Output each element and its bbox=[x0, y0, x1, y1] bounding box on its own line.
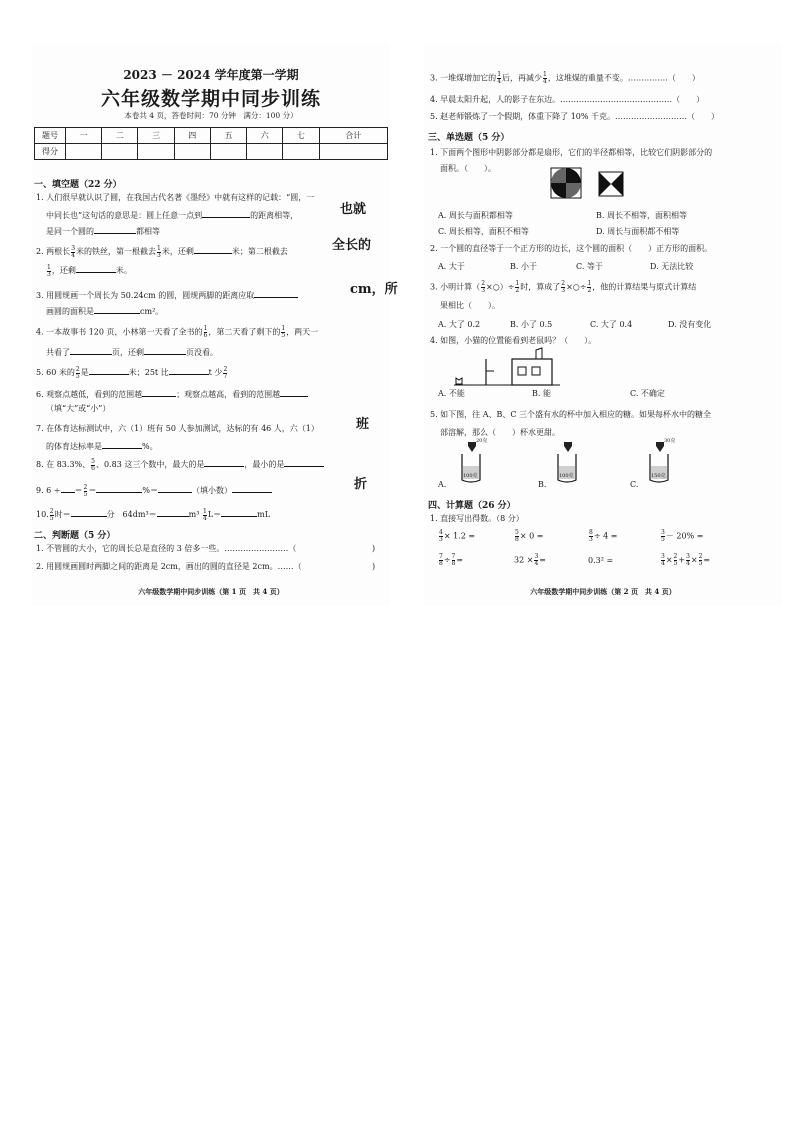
fill-q1-text-a: 中同长也”这句话的意思是：圆上任意一点到 bbox=[46, 211, 203, 220]
choice-q4-option-c[interactable]: C. 不确定 bbox=[630, 389, 665, 398]
frac-den: 4 bbox=[534, 560, 539, 567]
calc-item-6-text-b: = bbox=[539, 555, 546, 565]
fill-q9-blank-4[interactable] bbox=[232, 484, 272, 493]
frac-den: 4 bbox=[71, 251, 76, 259]
fill-q2-line2 bbox=[46, 264, 132, 278]
fill-q4-text-3: ，两天一 bbox=[286, 327, 319, 337]
choice-q3-option-a[interactable]: A. 大了 0.2 bbox=[438, 320, 481, 329]
fill-q2-line1 bbox=[36, 245, 288, 259]
score-cell-2: 二 bbox=[102, 128, 138, 144]
score-input-7[interactable] bbox=[283, 144, 319, 160]
fill-q6-blank-1[interactable] bbox=[142, 388, 176, 397]
choice-q3-text-3: 时，算成了 bbox=[520, 282, 561, 292]
fill-q5-text-1: 5. 60 米的 bbox=[36, 368, 75, 377]
section-calc-heading: 四、计算题（26 分） bbox=[428, 501, 516, 511]
section-judge-heading: 二、判断题（5 分） bbox=[34, 531, 116, 541]
exam-page-2 bbox=[424, 44, 782, 606]
frac-den: 4 bbox=[661, 560, 665, 567]
score-table-header-row bbox=[35, 128, 388, 144]
page-title: 六年级数学期中同步训练 bbox=[100, 88, 321, 110]
fill-q8-blank-2[interactable] bbox=[284, 458, 324, 467]
fraction-one-sixth bbox=[204, 326, 208, 339]
fill-q3-text-2: 画圆的面积是 bbox=[46, 307, 94, 316]
judge-q2-close: ) bbox=[372, 562, 376, 571]
section-choice-heading: 三、单选题（5 分） bbox=[428, 133, 510, 143]
score-input-1[interactable] bbox=[66, 144, 102, 160]
score-cell-label: 题号 bbox=[35, 128, 66, 144]
choice-q3-option-c[interactable]: C. 大了 0.4 bbox=[590, 320, 633, 329]
fill-q1-blank-2[interactable] bbox=[94, 225, 136, 234]
sugar-spoon bbox=[564, 442, 572, 452]
fraction-two-thirds bbox=[481, 281, 485, 294]
fill-q2-text-3: 米，还剩 bbox=[161, 247, 194, 256]
fraction-one-fifth bbox=[281, 326, 285, 339]
judge-q4: 4. 早晨太阳升起，人的影子在东边。……………………………………（ ） bbox=[430, 95, 705, 104]
choice-q2-option-c[interactable]: C. 等于 bbox=[576, 262, 603, 271]
judge-q3-text-b: 后，再减少 bbox=[502, 73, 543, 83]
choice-q1-line1: 1. 下面两个图形中阴影部分都是扇形，它们的半径都相等，比较它们阴影部分的 bbox=[430, 148, 713, 157]
fraction-one-quarter-2 bbox=[497, 72, 501, 85]
frac-num: 8 bbox=[589, 529, 593, 536]
choice-q1-option-c[interactable]: C. 周长相等，面积不相等 bbox=[438, 227, 529, 236]
fill-q5-text-3: 米；25t 比 bbox=[128, 368, 169, 377]
fill-q3-text-1: 3. 用圆规画一个周长为 50.24cm 的圆，圆规两脚的距离应取 bbox=[36, 291, 255, 300]
score-input-5[interactable] bbox=[210, 144, 246, 160]
sugar-spoon bbox=[656, 442, 664, 452]
shaded-sectors-figure-1 bbox=[550, 167, 582, 199]
frac-num: 1 bbox=[47, 263, 51, 271]
fraction-one-third bbox=[157, 246, 161, 259]
calc-item-5: $\frac{7}{8}$ ÷ $\frac{7}{8}$ = bbox=[439, 553, 464, 567]
footer-page-1: 六年级数学期中同步训练（第 1 页 共 4 页） bbox=[138, 587, 284, 596]
frac-num: 1 bbox=[515, 280, 520, 287]
frac-num: 2 bbox=[561, 280, 566, 287]
choice-q5-option-c[interactable]: C. bbox=[630, 480, 639, 489]
frac-num: 7 bbox=[451, 553, 456, 560]
fill-q7-text-1: 的体育达标率是 bbox=[46, 442, 102, 451]
sugar-spoon bbox=[468, 442, 476, 452]
frac-den: 3 bbox=[481, 287, 486, 294]
frac-den: 6 bbox=[91, 464, 95, 472]
frac-num: 3 bbox=[534, 553, 539, 560]
frac-num: 1 bbox=[203, 325, 208, 332]
fill-q2-text-5: ，还剩 bbox=[51, 266, 76, 275]
calc-item-3 bbox=[588, 530, 617, 543]
fraction-two-fifths-2 bbox=[84, 485, 88, 498]
fraction-two-sevenths bbox=[223, 367, 227, 380]
fill-q9-blank-3[interactable] bbox=[158, 484, 192, 493]
fraction-two-fifths bbox=[76, 367, 80, 380]
frac-den: 3 bbox=[439, 536, 443, 543]
choice-q3-option-d[interactable]: D. 没有变化 bbox=[668, 320, 712, 329]
fill-q4-text-6: 页没看。 bbox=[186, 348, 218, 357]
frac-den: 3 bbox=[561, 287, 566, 294]
fill-q10-text-4: m³ bbox=[188, 510, 200, 519]
choice-q2-option-d[interactable]: D. 无法比较 bbox=[650, 262, 694, 271]
fraction-seven-eighths-b bbox=[452, 554, 456, 567]
fill-q3-blank-2[interactable] bbox=[94, 305, 140, 314]
exam-info: 本卷共 4 页，答卷时间：70 分钟 满分：100 分） bbox=[124, 111, 298, 120]
frac-num: 1 bbox=[203, 507, 207, 515]
calc-subheading: 1. 直接写出得数。（8 分） bbox=[430, 514, 524, 523]
judge-q3-text-c: ，这堆煤的重量不变。……………（ ） bbox=[547, 73, 700, 83]
calc-item-6-text-a: 32 × bbox=[514, 555, 534, 565]
cup-2-water-label: 100克 bbox=[559, 473, 574, 479]
fill-q9-text-2: ＝ bbox=[74, 486, 83, 495]
fill-q4-text-4: 共看了 bbox=[46, 348, 70, 357]
choice-q3-text-2: ×○）÷ bbox=[486, 282, 515, 292]
frac-den: 4 bbox=[686, 560, 690, 567]
frac-den: 5 bbox=[75, 372, 80, 380]
fraction-three-quarters-4 bbox=[686, 554, 690, 567]
cup-1-water-label: 100克 bbox=[463, 473, 478, 479]
score-input-4[interactable] bbox=[174, 144, 210, 160]
fill-q9-text-4: %＝ bbox=[142, 486, 158, 495]
calc-item-4-text: － 20% = bbox=[665, 531, 704, 541]
calc-item-2-text: × 0 = bbox=[519, 531, 544, 541]
choice-q5-line2: 部溶解，那么（ ）杯水更甜。 bbox=[440, 428, 560, 437]
fill-q1-line2 bbox=[46, 209, 298, 221]
section-fill-heading: 一、填空题（22 分） bbox=[34, 180, 122, 190]
choice-q1-option-a[interactable]: A. 周长与面积都相等 bbox=[438, 211, 513, 220]
score-cell-total: 合计 bbox=[319, 128, 387, 144]
fill-q7-blank-1[interactable] bbox=[102, 440, 142, 449]
fraction-two-fifths-3 bbox=[50, 509, 54, 522]
fill-q3-blank-1[interactable] bbox=[254, 289, 298, 298]
frac-den: 8 bbox=[439, 560, 443, 567]
score-table bbox=[34, 127, 388, 160]
choice-q1-option-d[interactable]: D. 周长与面积都不相等 bbox=[596, 227, 680, 236]
frac-num: 2 bbox=[481, 280, 486, 287]
frac-num: 4 bbox=[439, 529, 443, 536]
exam-page-1 bbox=[32, 44, 398, 606]
choice-q1-line2: 面积。（ ）。 bbox=[440, 164, 496, 173]
choice-q5-option-a[interactable]: A. bbox=[438, 480, 447, 489]
cup-3-water-label: 150克 bbox=[651, 473, 666, 479]
fill-q6-line2: （填“大”或“小”） bbox=[46, 404, 111, 413]
fill-q9-blank-2[interactable] bbox=[96, 484, 142, 493]
frac-den: 5 bbox=[281, 332, 286, 339]
fill-q10-text-2: 时＝ bbox=[54, 510, 71, 519]
fill-q10-blank-3[interactable] bbox=[221, 508, 257, 517]
fill-q8-text-1: 8. 在 83.3%、 bbox=[36, 460, 91, 469]
choice-q4-option-a[interactable]: A. 不能 bbox=[438, 389, 465, 398]
fraction-one-quarter-3 bbox=[543, 72, 547, 85]
frac-num: 2 bbox=[698, 553, 703, 560]
frac-num: 1 bbox=[543, 71, 547, 78]
frac-den: 7 bbox=[223, 372, 228, 380]
score-cell-4: 四 bbox=[174, 128, 210, 144]
fill-q8-text-3: ，最小的是 bbox=[244, 460, 285, 469]
fraction-one-third-2 bbox=[47, 265, 51, 278]
fill-q4-blank-2[interactable] bbox=[144, 346, 186, 355]
frac-den: 4 bbox=[543, 78, 547, 85]
fill-q2-blank-2[interactable] bbox=[76, 264, 116, 273]
choice-q3-line1 bbox=[430, 281, 696, 294]
frac-den: 8 bbox=[451, 560, 456, 567]
frac-den: 8 bbox=[515, 536, 519, 543]
frac-den: 5 bbox=[698, 560, 703, 567]
choice-q3-line2: 果相比（ ）。 bbox=[440, 301, 500, 310]
fill-q9-text-1: 9. 6 ÷ bbox=[36, 486, 61, 495]
fill-q10-line bbox=[36, 508, 270, 522]
fraction-three-quarters-2 bbox=[534, 554, 538, 567]
fill-q1-line1: 1. 人们很早就认识了圆，在我国古代名著《墨经》中就有这样的记载：“圆，一 bbox=[36, 193, 315, 202]
choice-q5-line1: 5. 如下图，往 A、B、C 三个盛有水的杯中加入相应的糖。如果每杯水中的糖全 bbox=[430, 410, 712, 419]
choice-q2: 2. 一个圆的直径等于一个正方形的边长，这个圆的面积（ ）正方形的面积。 bbox=[430, 244, 713, 253]
frac-den: 4 bbox=[203, 514, 207, 522]
calc-item-3-text: ÷ 4 = bbox=[593, 531, 618, 541]
fill-q5-text-2: 是 bbox=[80, 368, 89, 377]
judge-q3 bbox=[430, 72, 700, 85]
fraction-four-thirds bbox=[439, 530, 443, 543]
judge-q2: 2. 用圆规画圆时两脚之间的距离是 2cm，画出的圆的直径是 2cm。……（ bbox=[36, 562, 302, 571]
frac-num: 5 bbox=[515, 529, 519, 536]
fill-q9-line bbox=[36, 484, 272, 498]
fill-q2-text-4: 米；第二根截去 bbox=[231, 247, 288, 256]
fill-q2-text-6: 米。 bbox=[115, 266, 132, 275]
fill-q6-text-2: ；观察点越高，看到的范围越 bbox=[176, 390, 281, 399]
frac-den: 3 bbox=[47, 270, 51, 278]
judge-q1-close: ) bbox=[372, 544, 376, 553]
fill-q9-text-3: ＝ bbox=[88, 486, 97, 495]
frac-num: 2 bbox=[75, 365, 80, 373]
frac-num: 1 bbox=[157, 244, 161, 252]
score-table-score-row bbox=[35, 144, 388, 160]
fill-q1-blank-1[interactable] bbox=[202, 209, 250, 218]
fill-q4-line1 bbox=[36, 326, 318, 339]
school-year: 2023 － 2024 学年度第一学期 bbox=[123, 68, 299, 82]
score-input-total[interactable] bbox=[319, 144, 387, 160]
fill-q3-line1 bbox=[36, 289, 298, 301]
calc-item-5-text: = bbox=[456, 555, 464, 565]
choice-q2-option-b[interactable]: B. 小于 bbox=[510, 262, 537, 271]
calc-item-1-text: × 1.2 = bbox=[443, 531, 476, 541]
calc-item-8-text: = bbox=[703, 555, 711, 565]
fill-q10-blank-1[interactable] bbox=[71, 508, 107, 517]
fill-q1-tail: 也就 bbox=[340, 202, 367, 217]
calc-item-4 bbox=[660, 530, 703, 543]
frac-den: 3 bbox=[157, 251, 161, 259]
calc-item-7: 0.3² = bbox=[588, 556, 614, 565]
fill-q4-text-5: 页，还剩 bbox=[112, 348, 144, 357]
fill-q7-text-2: %。 bbox=[142, 442, 158, 451]
fraction-one-half-2 bbox=[587, 281, 591, 294]
choice-q1-option-b[interactable]: B. 周长不相等，面积相等 bbox=[596, 211, 687, 220]
fraction-eight-thirds bbox=[589, 530, 593, 543]
fill-q10-text-3: 分 64dm³＝ bbox=[106, 510, 157, 519]
frac-num: 2 bbox=[49, 507, 54, 515]
footer-page-2: 六年级数学期中同步训练（第 2 页 共 4 页） bbox=[530, 587, 676, 596]
fill-q2-text-1: 2. 两根长 bbox=[36, 247, 71, 256]
calc-item-2 bbox=[514, 530, 543, 543]
fill-q6-blank-2[interactable] bbox=[280, 388, 308, 397]
frac-den: 4 bbox=[497, 78, 502, 85]
frac-num: 1 bbox=[587, 280, 592, 287]
fraction-seven-eighths bbox=[439, 554, 443, 567]
calc-item-8: $\frac{3}{4}$ × $\frac{2}{5}$ + $\frac{3}{4}$ × $\frac{2}{5}$ = bbox=[661, 553, 711, 567]
fill-q7-line1: 7. 在体育达标测试中，六（1）班有 50 人参加测试，达标的有 46 人，六（1） bbox=[36, 424, 319, 433]
frac-num: 2 bbox=[673, 553, 678, 560]
calc-item-6 bbox=[514, 554, 546, 567]
choice-q3-option-b[interactable]: B. 小了 0.5 bbox=[510, 320, 553, 329]
frac-den: 6 bbox=[203, 332, 208, 339]
fill-q9-blank-1[interactable] bbox=[61, 484, 75, 493]
cat-house-mouse-figure bbox=[452, 347, 562, 387]
frac-den: 3 bbox=[589, 536, 593, 543]
frac-den: 5 bbox=[661, 536, 665, 543]
frac-num: 7 bbox=[439, 553, 443, 560]
fraction-one-half bbox=[515, 281, 519, 294]
fill-q4-blank-1[interactable] bbox=[70, 346, 112, 355]
choice-q5-option-b[interactable]: B. bbox=[538, 480, 547, 489]
fraction-three-fifths bbox=[661, 530, 665, 543]
fraction-five-eighths bbox=[515, 530, 519, 543]
fill-q1-line3 bbox=[46, 225, 160, 237]
choice-q4: 4. 如图，小猫的位置能看到老鼠吗？（ ）。 bbox=[430, 336, 597, 345]
fill-q10-text-6: mL bbox=[257, 510, 271, 519]
judge-q1: 1. 不管圆的大小，它的周长总是直径的 3 倍多一些。……………………（ bbox=[36, 544, 297, 553]
fill-q1-text-b: 的距离相等， bbox=[250, 211, 299, 220]
fill-q8-line bbox=[36, 458, 324, 472]
fill-q3-tail: cm，所 bbox=[350, 282, 398, 297]
judge-q5: 5. 赵老师锻炼了一个假期，体重下降了 10% 千克。………………………（ ） bbox=[430, 112, 720, 121]
shaded-sectors-figure-2 bbox=[598, 171, 624, 197]
score-cell-1: 一 bbox=[66, 128, 102, 144]
frac-den: 5 bbox=[673, 560, 678, 567]
fraction-one-quarter bbox=[203, 509, 207, 522]
frac-num: 1 bbox=[281, 325, 286, 332]
fill-q6-line1 bbox=[36, 388, 308, 400]
fill-q4-text-2: ，第二天看了剩下的 bbox=[208, 327, 281, 337]
frac-num: 3 bbox=[661, 529, 665, 536]
fill-q2-blank-1[interactable] bbox=[194, 245, 232, 254]
fill-q10-text-5: L＝ bbox=[207, 510, 222, 519]
judge-q3-text-a: 3. 一堆煤增加它的 bbox=[430, 73, 497, 83]
choice-q4-option-b[interactable]: B. 能 bbox=[532, 389, 551, 398]
frac-num: 3 bbox=[686, 553, 690, 560]
choice-q3-text-4: ×○÷ bbox=[566, 282, 587, 292]
fill-q10-text-1: 10. bbox=[36, 510, 49, 519]
fraction-five-sixths bbox=[91, 459, 95, 472]
fill-q3-text-3: cm²。 bbox=[140, 307, 164, 316]
fill-q3-line2 bbox=[46, 305, 163, 317]
frac-num: 2 bbox=[223, 365, 228, 373]
score-cell-7: 七 bbox=[283, 128, 319, 144]
frac-num: 3 bbox=[661, 553, 665, 560]
fill-q1-text-c: 是同一个圆的 bbox=[46, 227, 94, 236]
fill-q5-blank-2[interactable] bbox=[169, 366, 209, 375]
score-cell-3: 三 bbox=[138, 128, 174, 144]
frac-num: 1 bbox=[497, 71, 502, 78]
fraction-two-fifths-5 bbox=[699, 554, 703, 567]
fill-q9-tail: 折 bbox=[354, 477, 368, 492]
fill-q4-text-1: 4. 一本故事书 120 页，小林第一天看了全书的 bbox=[36, 327, 203, 337]
fill-q8-text-2: 、0.83 这三个数中，最大的是 bbox=[95, 460, 205, 469]
fill-q8-blank-1[interactable] bbox=[204, 458, 244, 467]
frac-den: 2 bbox=[515, 287, 520, 294]
choice-q3-text-5: ，他的计算结果与原式计算结 bbox=[592, 282, 697, 292]
frac-num: 5 bbox=[91, 457, 95, 465]
fill-q9-text-5: （填小数） bbox=[191, 486, 232, 495]
fraction-two-fifths-4 bbox=[674, 554, 678, 567]
frac-num: 2 bbox=[83, 483, 88, 491]
score-cell-6: 六 bbox=[247, 128, 283, 144]
fraction-three-quarters bbox=[71, 246, 75, 259]
score-row-label: 得分 bbox=[35, 144, 66, 160]
fill-q4-line2 bbox=[46, 346, 218, 358]
fraction-two-thirds-2 bbox=[561, 281, 565, 294]
cup-1-sugar-label: 20克 bbox=[476, 438, 488, 444]
frac-num: 3 bbox=[71, 244, 76, 252]
fill-q5-text-4: t 少 bbox=[208, 368, 223, 377]
score-input-6[interactable] bbox=[247, 144, 283, 160]
fill-q6-text-1: 6. 观察点越低，看到的范围越 bbox=[36, 390, 143, 399]
fill-q7-tail: 班 bbox=[356, 417, 370, 432]
score-input-3[interactable] bbox=[138, 144, 174, 160]
cup-3-sugar-label: 30克 bbox=[664, 438, 676, 444]
fill-q1-text-d: 都相等 bbox=[136, 227, 160, 236]
fill-q5-blank-1[interactable] bbox=[89, 366, 129, 375]
calc-item-1 bbox=[438, 530, 475, 543]
fill-q2-tail: 全长的 bbox=[332, 238, 372, 253]
score-cell-5: 五 bbox=[210, 128, 246, 144]
fill-q5-line bbox=[36, 366, 228, 380]
score-input-2[interactable] bbox=[102, 144, 138, 160]
fill-q7-line2 bbox=[46, 440, 158, 452]
fraction-three-quarters-3 bbox=[661, 554, 665, 567]
frac-den: 5 bbox=[83, 490, 88, 498]
frac-den: 2 bbox=[587, 287, 592, 294]
choice-q2-option-a[interactable]: A. 大于 bbox=[438, 262, 465, 271]
fill-q10-blank-2[interactable] bbox=[157, 508, 189, 517]
choice-q3-text-1: 3. 小明计算（ bbox=[430, 282, 481, 292]
frac-den: 5 bbox=[49, 514, 54, 522]
fill-q2-text-2: 米的铁丝，第一根截去 bbox=[76, 247, 157, 256]
